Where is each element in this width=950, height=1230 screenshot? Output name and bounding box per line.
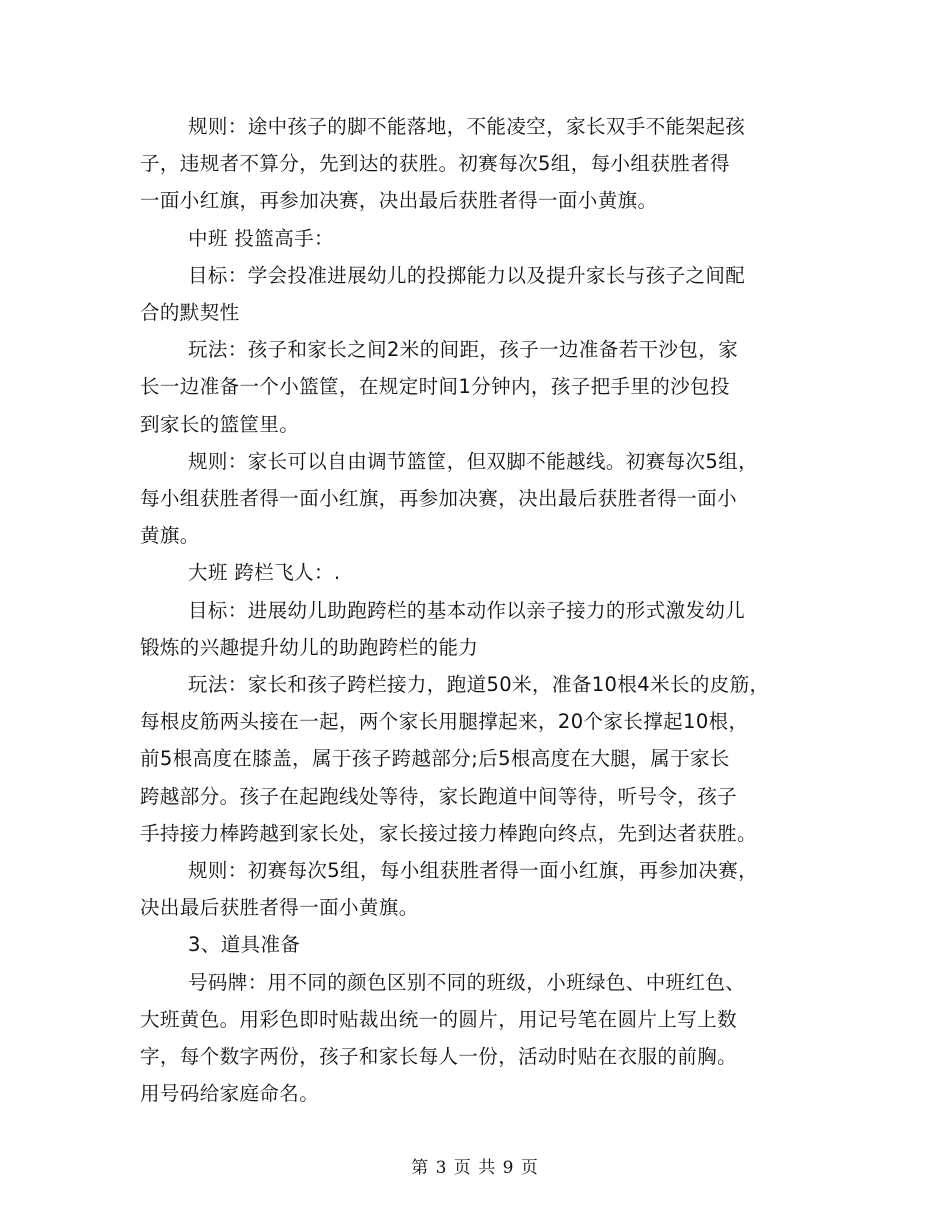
text-line: 用号码给家庭命名。: [140, 1082, 320, 1106]
paragraph: [140, 108, 840, 220]
text-line: 跨越部分。孩子在起跑线处等待，家长跑道中间等待，听号令，孩子: [140, 784, 738, 808]
text-line: 到家长的篮筐里。: [140, 412, 300, 436]
text-line: 锻炼的兴趣提升幼儿的助跑跨栏的能力: [140, 635, 479, 659]
text-line: 每小组获胜者得一面小红旗，再参加决赛，决出最后获胜者得一面小: [140, 487, 738, 511]
text-line: 每根皮筋两头接在一起，两个家长用腿撑起来，20个家长撑起10根，: [140, 710, 749, 734]
text-line: 目标：学会投准进展幼儿的投掷能力以及提升家长与孩子之间配: [188, 263, 746, 287]
text-line: 黄旗。: [140, 524, 200, 548]
text-line: 规则：初赛每次5组，每小组获胜者得一面小红旗，再参加决赛，: [188, 859, 759, 883]
document-body: [140, 108, 840, 1112]
text-line: 号码牌：用不同的颜色区别不同的班级，小班绿色、中班红色、: [188, 970, 746, 994]
text-line: 字，每个数字两份，孩子和家长每人一份，活动时贴在衣服的前胸。: [140, 1045, 738, 1069]
paragraph: [140, 666, 840, 852]
text-line: 目标：进展幼儿助跑跨栏的基本动作以亲子接力的形式激发幼儿: [188, 598, 746, 622]
text-line: 规则：家长可以自由调节篮筐，但双脚不能越线。初赛每次5组，: [188, 449, 759, 473]
paragraph: [140, 220, 840, 257]
paragraph: [140, 926, 840, 963]
text-line: 一面小红旗，再参加决赛，决出最后获胜者得一面小黄旗。: [140, 189, 658, 213]
text-line: 玩法：家长和孩子跨栏接力，跑道50米，准备10根4米长的皮筋，: [188, 673, 770, 697]
text-line: 规则：途中孩子的脚不能落地，不能凌空，家长双手不能架起孩: [188, 115, 746, 138]
text-line: 子，违规者不算分，先到达的获胜。初赛每次5组，每小组获胜者得: [140, 152, 730, 176]
paragraph: [140, 964, 840, 1113]
paragraph: [140, 331, 840, 443]
page-number-footer: 第 3 页 共 9 页: [411, 1158, 539, 1178]
paragraph: [140, 443, 840, 555]
text-line: 3、道具准备: [188, 933, 301, 957]
text-line: 大班 跨栏飞人：.: [188, 561, 341, 585]
paragraph: [140, 257, 840, 331]
paragraph: [140, 852, 840, 926]
text-line: 前5根高度在膝盖，属于孩子跨越部分;后5根高度在大腿，属于家长: [140, 747, 730, 771]
text-line: 大班黄色。用彩色即时贴裁出统一的圆片，用记号笔在圆片上写上数: [140, 1007, 738, 1031]
paragraph: [140, 592, 840, 666]
text-line: 中班 投篮高手：: [188, 226, 334, 250]
text-line: 玩法：孩子和家长之间2米的间距，孩子一边准备若干沙包，家: [188, 338, 739, 362]
text-line: 合的默契性: [140, 301, 240, 325]
paragraph: [140, 554, 840, 591]
text-line: 决出最后获胜者得一面小黄旗。: [140, 896, 419, 920]
text-line: 手持接力棒跨越到家长处，家长接过接力棒跑向终点，先到达者获胜。: [140, 821, 757, 845]
text-line: 长一边准备一个小篮筐，在规定时间1分钟内，孩子把手里的沙包投: [140, 375, 730, 399]
